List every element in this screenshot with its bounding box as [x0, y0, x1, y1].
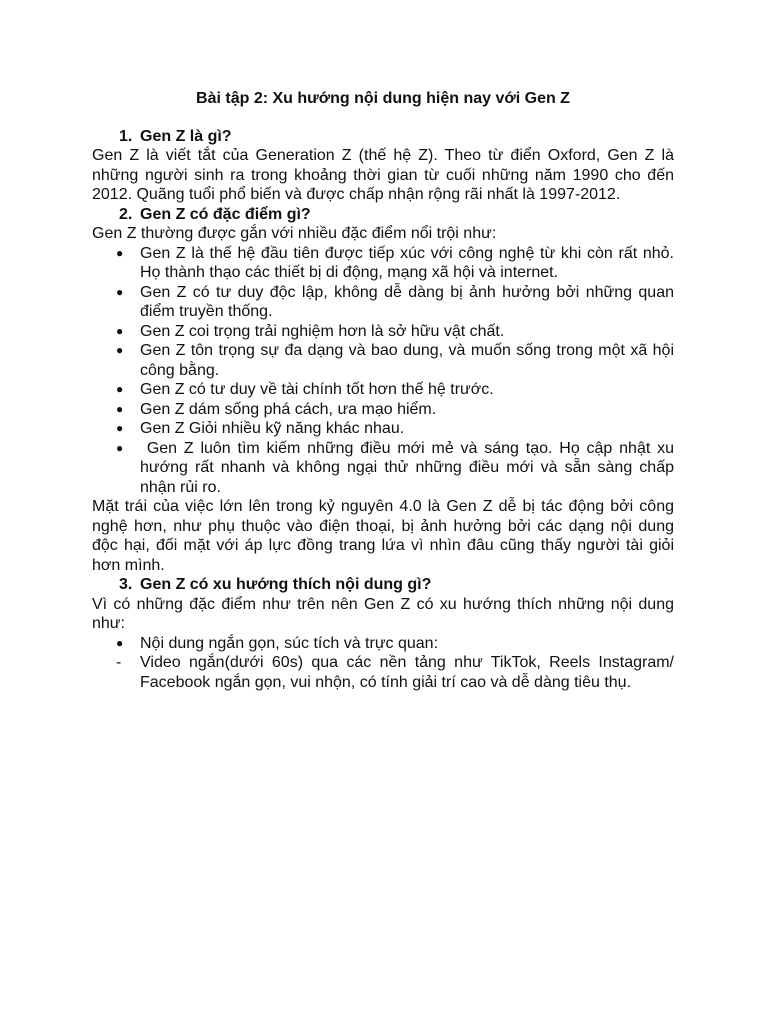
list-item-text: Gen Z tôn trọng sự đa dạng và bao dung, và muốn sống trong một xã hội công bằng. [140, 342, 674, 379]
section-1-heading-text: Gen Z là gì? [140, 127, 232, 145]
list-item [92, 322, 674, 342]
section-2-bullet-list [92, 244, 679, 498]
bullet-icon: ● [116, 401, 124, 416]
list-item-text: Gen Z Giỏi nhiều kỹ năng khác nhau. [140, 420, 405, 437]
section-1-paragraph: Gen Z là viết tắt của Generation Z (thế hệ Z). Theo từ điển Oxford, Gen Z là những người sinh ra trong khoảng thời gian từ cuối những năm 1990 cho đến 2012. Quãng tuổi phổ biến và được chấp nhận rộng rãi nhất là 1997-2012. [92, 147, 674, 203]
bullet-icon: ● [116, 635, 124, 650]
list-item [92, 439, 679, 498]
document-content [92, 89, 679, 692]
section-1-number: 1. [119, 127, 133, 145]
section-3-dash-list [92, 653, 674, 692]
list-item [92, 653, 674, 692]
section-3-heading [92, 575, 674, 595]
list-item-text: Video ngắn(dưới 60s) qua các nền tảng như TikTok, Reels Instagram/ Facebook ngắn gọn, vui nhộn, có tính giải trí cao và dễ dàng tiêu thụ. [140, 654, 674, 691]
list-item-text: Gen Z dám sống phá cách, ưa mạo hiểm. [140, 400, 437, 418]
list-item [92, 634, 674, 654]
list-item-text: Gen Z có tư duy độc lập, không dễ dàng bị ảnh hưởng bởi những quan điểm truyền thống. [140, 283, 674, 320]
section-2-outro: Mặt trái của việc lớn lên trong kỷ nguyên 4.0 là Gen Z dễ bị tác động bởi công nghệ hơn, như phụ thuộc vào điện thoại, bị ảnh hưởng bởi các dạng nội dung độc hại, đối mặt với áp lực đồng trang lứa vì nhìn đâu cũng thấy người tài giỏi hơn mình. [92, 498, 674, 574]
list-item [92, 400, 674, 420]
section-3-number: 3. [119, 576, 133, 593]
section-1-heading [92, 127, 674, 147]
list-item [92, 380, 674, 400]
section-3-heading-text: Gen Z có xu hướng thích nội dung gì? [140, 576, 432, 593]
bullet-icon: ● [116, 323, 124, 338]
section-2-number: 2. [119, 205, 133, 223]
list-item-text: Gen Z luôn tìm kiếm những điều mới mẻ và sáng tạo. Họ cập nhật xu hướng rất nhanh và không ngại thử những điều mới và sẵn sàng chấp nhận rủi ro. [140, 439, 679, 496]
list-item [92, 244, 674, 283]
section-3-bullet-list [92, 634, 674, 654]
bullet-icon: ● [116, 245, 124, 260]
section-2-intro: Gen Z thường được gắn với nhiều đặc điểm nổi trội như: [92, 225, 497, 242]
section-2-heading [92, 205, 674, 225]
bullet-icon: ● [116, 421, 124, 435]
bullet-icon: ● [116, 343, 124, 357]
list-item-text: Nội dung ngắn gọn, súc tích và trực quan: [140, 634, 439, 652]
list-item [92, 419, 674, 439]
list-item [92, 283, 674, 322]
bullet-icon: ● [116, 284, 124, 299]
section-3-intro: Vì có những đặc điểm như trên nên Gen Z có xu hướng thích những nội dung như: [92, 595, 674, 632]
bullet-icon: ● [116, 382, 124, 396]
section-2-heading-text: Gen Z có đặc điểm gì? [140, 205, 311, 223]
dash-icon: - [116, 654, 122, 671]
list-item-text: Gen Z là thế hệ đầu tiên được tiếp xúc với công nghệ từ khi còn rất nhỏ. Họ thành thạo các thiết bị di động, mạng xã hội và internet. [140, 244, 674, 281]
list-item-text: Gen Z có tư duy về tài chính tốt hơn thế hệ trước. [140, 381, 494, 398]
list-item-text: Gen Z coi trọng trải nghiệm hơn là sở hữu vật chất. [140, 322, 505, 340]
bullet-icon: ● [116, 440, 124, 455]
list-item [92, 341, 674, 380]
document-title: Bài tập 2: Xu hướng nội dung hiện nay với Gen Z [196, 90, 570, 107]
